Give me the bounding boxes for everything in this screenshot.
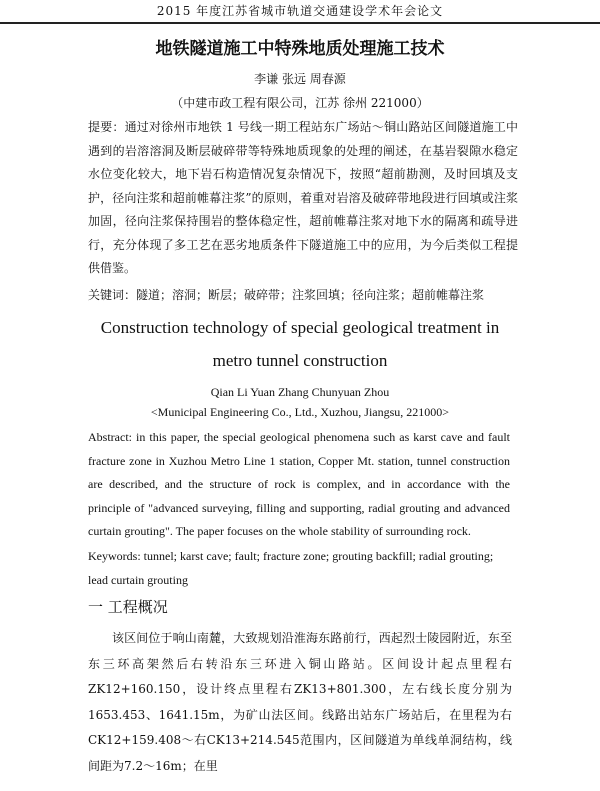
abstract-en: Abstract: in this paper, the special geological phenomena such as karst cave and fault fracture zone in Xuzhou Metro Line 1 station, Copper Mt. station, tunnel construction are described, and the structure of rock is complex, and in accordance with the principle of "advanced surveying, filling and supporting, radial grouting and advanced curtain grouting". The paper focuses on the whole stability of surrounding rock.: [88, 430, 510, 539]
abstract-zh: 提要：通过对徐州市地铁 1 号线一期工程站东广场站～铜山路站区间隧道施工中遇到的岩溶溶洞及断层破碎带等特殊地质现象的处理的阐述，在基岩裂隙水稳定水位变化较大，地下岩石构造情况复杂情况下，按照“超前勘测，及时回填及支护，径向注浆和超前帷幕注浆”的原则，着重对岩溶及破碎带地段进行回填或注浆加固，径向注浆保持围岩的整体稳定性，超前帷幕注浆对地下水的隔离和疏导进行，充分体现了多工艺在恶劣地质条件下隧道施工中的应用，为今后类似工程提供借鉴。: [88, 120, 518, 275]
paper-title-en-line1: Construction technology of special geological treatment in: [100, 318, 500, 337]
section-heading: 一 工程概况: [88, 598, 168, 616]
paper-title-en-line2: metro tunnel construction: [212, 351, 388, 370]
paper-title-zh: 地铁隧道施工中特殊地质处理施工技术: [155, 39, 445, 59]
keywords-zh: 关键词：隧道；溶洞；断层；破碎带；注浆回填；径向注浆；超前帷幕注浆: [88, 288, 485, 302]
authors-zh: 李谦 张远 周春源: [254, 72, 346, 86]
authors-en: Qian Li Yuan Zhang Chunyuan Zhou: [210, 385, 390, 399]
section-body: 该区间位于响山南麓，大致规划沿淮海东路前行，西起烈士陵园附近，东至东三环高架然后右转沿东三环进入铜山路站。区间设计起点里程右ZK12+160.150，设计终点里程右ZK13+801.300，左右线长度分别为1653.453、1641.15m，为矿山法区间。线路出站东广场站后，在里程为右CK12+159.408～右CK13+214.545范围内，区间隧道为单线单洞结构，线间距为7.2～16m；在里: [88, 631, 512, 773]
affiliation-en: <Municipal Engineering Co., Ltd., Xuzhou, Jiangsu, 221000>: [150, 405, 450, 419]
running-header: 2015 年度江苏省城市轨道交通建设学术年会论文: [0, 0, 600, 24]
affiliation-zh: （中建市政工程有限公司，江苏 徐州 221000）: [171, 96, 429, 110]
keywords-en: Keywords: tunnel; karst cave; fault; fracture zone; grouting backfill; radial grouting; lead curtain grouting: [88, 549, 494, 587]
paper-title-en: [0, 318, 600, 371]
